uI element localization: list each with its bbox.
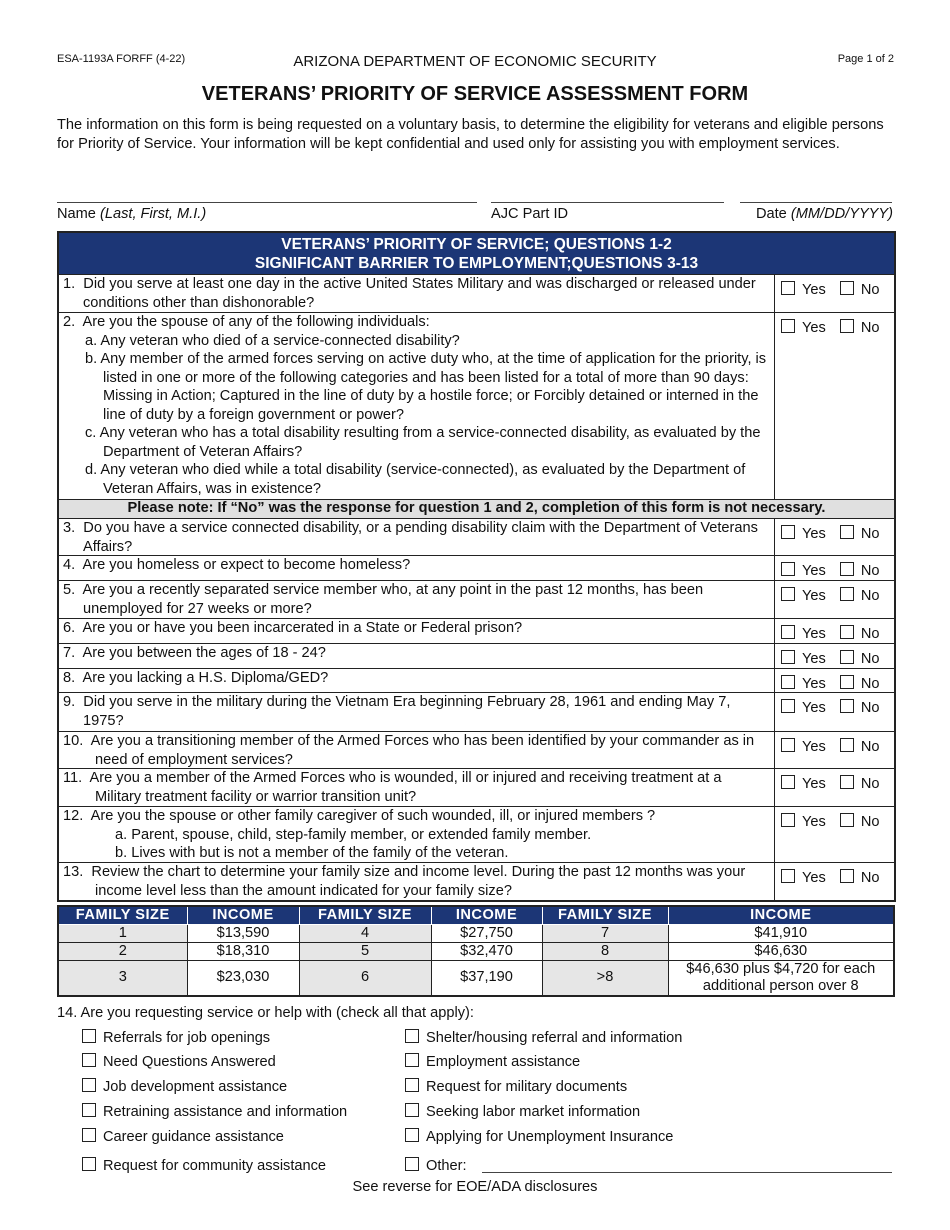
question-row xyxy=(59,668,894,692)
yes-checkbox[interactable] xyxy=(781,699,795,713)
no-option[interactable]: No xyxy=(840,776,880,792)
yes-option[interactable]: Yes xyxy=(781,563,826,579)
family-size-cell: 5 xyxy=(299,942,431,960)
no-option[interactable]: No xyxy=(840,320,880,336)
no-option[interactable]: No xyxy=(840,739,880,755)
form-code: ESA-1193A FORFF (4-22) xyxy=(57,53,186,65)
sub-item: b. Any member of the armed forces serving on active duty who, at the time of application for the priority, is listed in one or more of the following categories and has been listed for a total of more than 90 days: Missing in Action; Captured in the line of duty by a hostile force; or Forcibly detained or interned in the line of duty by a foreign government or power? xyxy=(85,351,767,423)
checkbox[interactable] xyxy=(405,1078,419,1092)
page-title: VETERANS’ PRIORITY OF SERVICE ASSESSMENT FORM xyxy=(201,83,749,105)
question-row xyxy=(59,768,894,806)
no-checkbox[interactable] xyxy=(840,869,854,883)
income-cell: $46,630 xyxy=(668,942,894,960)
page-number: Page 1 of 2 xyxy=(837,53,894,65)
yes-option[interactable]: Yes xyxy=(781,588,826,604)
yes-no-answer xyxy=(774,644,894,668)
yes-checkbox[interactable] xyxy=(781,562,795,576)
income-cell: $46,630 plus $4,720 for each additional person over 8 xyxy=(668,960,894,996)
yes-checkbox[interactable] xyxy=(781,775,795,789)
income-header: INCOME xyxy=(187,906,299,924)
question-row xyxy=(59,274,894,312)
family-size-cell: 3 xyxy=(58,960,187,996)
question-row xyxy=(59,312,894,499)
question-row xyxy=(59,731,894,768)
checkbox[interactable] xyxy=(82,1103,96,1117)
service-option[interactable]: Seeking labor market information xyxy=(405,1103,640,1120)
yes-option[interactable]: Yes xyxy=(781,776,826,792)
question-text: 1. Did you serve at least one day in the active United States Military and was discharged or released under conditions other than dishonorable? xyxy=(63,276,756,311)
checkbox[interactable] xyxy=(82,1157,96,1171)
no-option[interactable]: No xyxy=(840,676,880,692)
yes-checkbox[interactable] xyxy=(781,281,795,295)
family-size-cell: 1 xyxy=(58,924,187,942)
checkbox[interactable] xyxy=(405,1128,419,1142)
yes-checkbox[interactable] xyxy=(781,625,795,639)
yes-option[interactable]: Yes xyxy=(781,282,826,298)
income-cell: $32,470 xyxy=(431,942,542,960)
no-checkbox[interactable] xyxy=(840,587,854,601)
checkbox[interactable] xyxy=(82,1029,96,1043)
question-row xyxy=(59,555,894,580)
no-checkbox[interactable] xyxy=(840,281,854,295)
question-row xyxy=(59,518,894,555)
no-option[interactable]: No xyxy=(840,588,880,604)
family-size-cell: 4 xyxy=(299,924,431,942)
service-option[interactable]: Other: xyxy=(405,1157,467,1174)
yes-checkbox[interactable] xyxy=(781,525,795,539)
question-text: 4. Are you homeless or expect to become homeless? xyxy=(63,557,411,573)
question-row xyxy=(59,618,894,643)
note-row: Please note: If “No” was the response for question 1 and 2, completion of this form is not necessary. xyxy=(59,499,894,518)
questions-table xyxy=(57,231,896,902)
family-size-cell: 2 xyxy=(58,942,187,960)
checkbox[interactable] xyxy=(82,1053,96,1067)
yes-no-answer xyxy=(774,807,894,862)
income-row xyxy=(58,960,894,996)
service-option[interactable]: Shelter/housing referral and information xyxy=(405,1029,682,1046)
yes-no-answer xyxy=(774,769,894,806)
sub-item: c. Any veteran who has a total disability resulting from a service-connected disability, as evaluated by the Department of Veteran Affairs? xyxy=(85,425,761,460)
family-size-cell: >8 xyxy=(542,960,668,996)
family-size-cell: 7 xyxy=(542,924,668,942)
agency-name: ARIZONA DEPARTMENT OF ECONOMIC SECURITY xyxy=(293,53,657,70)
other-field[interactable] xyxy=(482,1172,892,1173)
sub-item: a. Parent, spouse, child, step-family member, or extended family member. xyxy=(115,826,592,843)
yes-no-answer xyxy=(774,732,894,768)
income-table xyxy=(57,905,895,997)
yes-option[interactable]: Yes xyxy=(781,320,826,336)
question-text: 9. Did you serve in the military during the Vietnam Era beginning February 28, 1961 and ending May 7, 1975? xyxy=(63,694,731,729)
yes-no-answer xyxy=(774,556,894,580)
service-option[interactable]: Request for community assistance xyxy=(82,1157,326,1174)
income-header: FAMILY SIZE xyxy=(542,906,668,924)
income-cell: $13,590 xyxy=(187,924,299,942)
yes-checkbox[interactable] xyxy=(781,813,795,827)
yes-option[interactable]: Yes xyxy=(781,626,826,642)
question-text: 2. Are you the spouse of any of the following individuals: a. Any veteran who died of a service-connected disability? b. Any member of the armed forces serving on active duty who, at the time of application for the priority, is listed in one or more of the following categories and has been listed for a total of more than 90 days: Missing in Action; Captured in the line of duty by a hostile force; or Forcibly detained or interned in the line of duty by a foreign government or power? c. Any veteran who has a total disability resulting from a service-connected disability, as evaluated by the Department of Veteran Affairs? d. Any veteran who died while a total disability (service-connected), as evaluated by the Department of Veteran Affairs, was in existence? xyxy=(59,313,774,499)
yes-no-answer xyxy=(774,275,894,312)
yes-checkbox[interactable] xyxy=(781,738,795,752)
yes-no-answer xyxy=(774,669,894,692)
question-text: 5. Are you a recently separated service member who, at any point in the past 12 months, has been unemployed for 27 weeks or more? xyxy=(63,582,704,617)
date-label: Date (MM/DD/YYYY) xyxy=(755,206,893,222)
section-header: VETERANS’ PRIORITY OF SERVICE; QUESTIONS 1-2 SIGNIFICANT BARRIER TO EMPLOYMENT;QUESTIONS 3-13 xyxy=(59,233,894,274)
family-size-cell: 8 xyxy=(542,942,668,960)
name-label: Name (Last, First, M.I.) xyxy=(57,206,207,222)
yes-option[interactable]: Yes xyxy=(781,651,826,667)
question-row xyxy=(59,580,894,618)
question-text: 10. Are you a transitioning member of the Armed Forces who has been identified by your commander as in need of employment services? xyxy=(63,733,755,768)
income-row xyxy=(58,924,894,942)
service-option[interactable]: Employment assistance xyxy=(405,1053,580,1070)
question-text: 13. Review the chart to determine your family size and income level. During the past 12 months was your income level less than the amount indicated for your family size? xyxy=(63,864,746,899)
yes-checkbox[interactable] xyxy=(781,675,795,689)
yes-checkbox[interactable] xyxy=(781,587,795,601)
no-option[interactable]: No xyxy=(840,700,880,716)
service-option[interactable]: Retraining assistance and information xyxy=(82,1103,347,1120)
no-checkbox[interactable] xyxy=(840,775,854,789)
no-option[interactable]: No xyxy=(840,526,880,542)
yes-no-answer xyxy=(774,863,894,900)
yes-option[interactable]: Yes xyxy=(781,526,826,542)
footer-text: See reverse for EOE/ADA disclosures xyxy=(352,1179,598,1195)
income-cell: $18,310 xyxy=(187,942,299,960)
checkbox[interactable] xyxy=(405,1029,419,1043)
question-text: 8. Are you lacking a H.S. Diploma/GED? xyxy=(63,670,329,686)
no-checkbox[interactable] xyxy=(840,675,854,689)
income-cell: $27,750 xyxy=(431,924,542,942)
no-option[interactable]: No xyxy=(840,563,880,579)
yes-no-answer xyxy=(774,519,894,555)
yes-checkbox[interactable] xyxy=(781,319,795,333)
income-header: INCOME xyxy=(431,906,542,924)
yes-option[interactable]: Yes xyxy=(781,739,826,755)
no-option[interactable]: No xyxy=(840,651,880,667)
yes-no-answer xyxy=(774,693,894,731)
no-option[interactable]: No xyxy=(840,870,880,886)
service-option[interactable]: Applying for Unemployment Insurance xyxy=(405,1128,673,1145)
name-field[interactable] xyxy=(57,202,477,203)
no-checkbox[interactable] xyxy=(840,625,854,639)
question-row xyxy=(59,806,894,862)
yes-no-answer xyxy=(774,619,894,643)
no-option[interactable]: No xyxy=(840,282,880,298)
no-checkbox[interactable] xyxy=(840,813,854,827)
no-checkbox[interactable] xyxy=(840,562,854,576)
family-size-cell: 6 xyxy=(299,960,431,996)
service-option[interactable]: Request for military documents xyxy=(405,1078,627,1095)
no-checkbox[interactable] xyxy=(840,650,854,664)
no-option[interactable]: No xyxy=(840,626,880,642)
checkbox[interactable] xyxy=(405,1053,419,1067)
intro-text: The information on this form is being requested on a voluntary basis, to determine the eligibility for veterans and eligible persons for Priority of Service. Your information will be kept confidential and used only for assisting you with employment services. xyxy=(57,117,884,152)
question-text: 3. Do you have a service connected disability, or a pending disability claim with the Department of Veterans Affairs? xyxy=(63,520,758,555)
ajc-field[interactable] xyxy=(491,202,724,203)
no-checkbox[interactable] xyxy=(840,525,854,539)
question-row xyxy=(59,862,894,900)
sub-item: d. Any veteran who died while a total disability (service-connected), as evaluated by the Department of Veteran Affairs, was in existence? xyxy=(85,462,746,497)
yes-no-answer xyxy=(774,313,894,499)
yes-option[interactable]: Yes xyxy=(781,700,826,716)
yes-option[interactable]: Yes xyxy=(781,870,826,886)
service-option[interactable]: Job development assistance xyxy=(82,1078,287,1095)
ajc-label: AJC Part ID xyxy=(491,206,569,222)
question-text: 7. Are you between the ages of 18 - 24? xyxy=(63,645,326,661)
yes-no-answer xyxy=(774,581,894,618)
question-text: 6. Are you or have you been incarcerated in a State or Federal prison? xyxy=(63,620,523,636)
no-option[interactable]: No xyxy=(840,814,880,830)
income-cell: $41,910 xyxy=(668,924,894,942)
yes-option[interactable]: Yes xyxy=(781,676,826,692)
checkbox[interactable] xyxy=(82,1128,96,1142)
question-text: 11. Are you a member of the Armed Forces who is wounded, ill or injured and receiving treatment at a Military treatment facility or warrior transition unit? xyxy=(63,770,722,805)
no-checkbox[interactable] xyxy=(840,319,854,333)
income-row xyxy=(58,942,894,960)
question-text: 12. Are you the spouse or other family caregiver of such wounded, ill, or injured members ? a. Parent, spouse, child, step-family member, or extended family member. b. Lives with but is not a member of the family of the veteran. xyxy=(59,807,774,862)
income-header: FAMILY SIZE xyxy=(58,906,187,924)
yes-checkbox[interactable] xyxy=(781,650,795,664)
service-option[interactable]: Need Questions Answered xyxy=(82,1053,276,1070)
income-header: FAMILY SIZE xyxy=(299,906,431,924)
service-option[interactable]: Referrals for job openings xyxy=(82,1029,270,1046)
yes-option[interactable]: Yes xyxy=(781,814,826,830)
sub-item: a. Any veteran who died of a service-connected disability? xyxy=(85,332,460,349)
date-field[interactable] xyxy=(740,202,892,203)
question-row xyxy=(59,643,894,668)
income-header: INCOME xyxy=(668,906,894,924)
checkbox[interactable] xyxy=(82,1078,96,1092)
service-option[interactable]: Career guidance assistance xyxy=(82,1128,284,1145)
income-cell: $37,190 xyxy=(431,960,542,996)
no-checkbox[interactable] xyxy=(840,738,854,752)
q14-text: 14. Are you requesting service or help with (check all that apply): xyxy=(57,1005,474,1021)
yes-checkbox[interactable] xyxy=(781,869,795,883)
income-cell: $23,030 xyxy=(187,960,299,996)
checkbox[interactable] xyxy=(405,1157,419,1171)
sub-item: b. Lives with but is not a member of the family of the veteran. xyxy=(115,845,509,861)
checkbox[interactable] xyxy=(405,1103,419,1117)
no-checkbox[interactable] xyxy=(840,699,854,713)
question-row xyxy=(59,692,894,731)
